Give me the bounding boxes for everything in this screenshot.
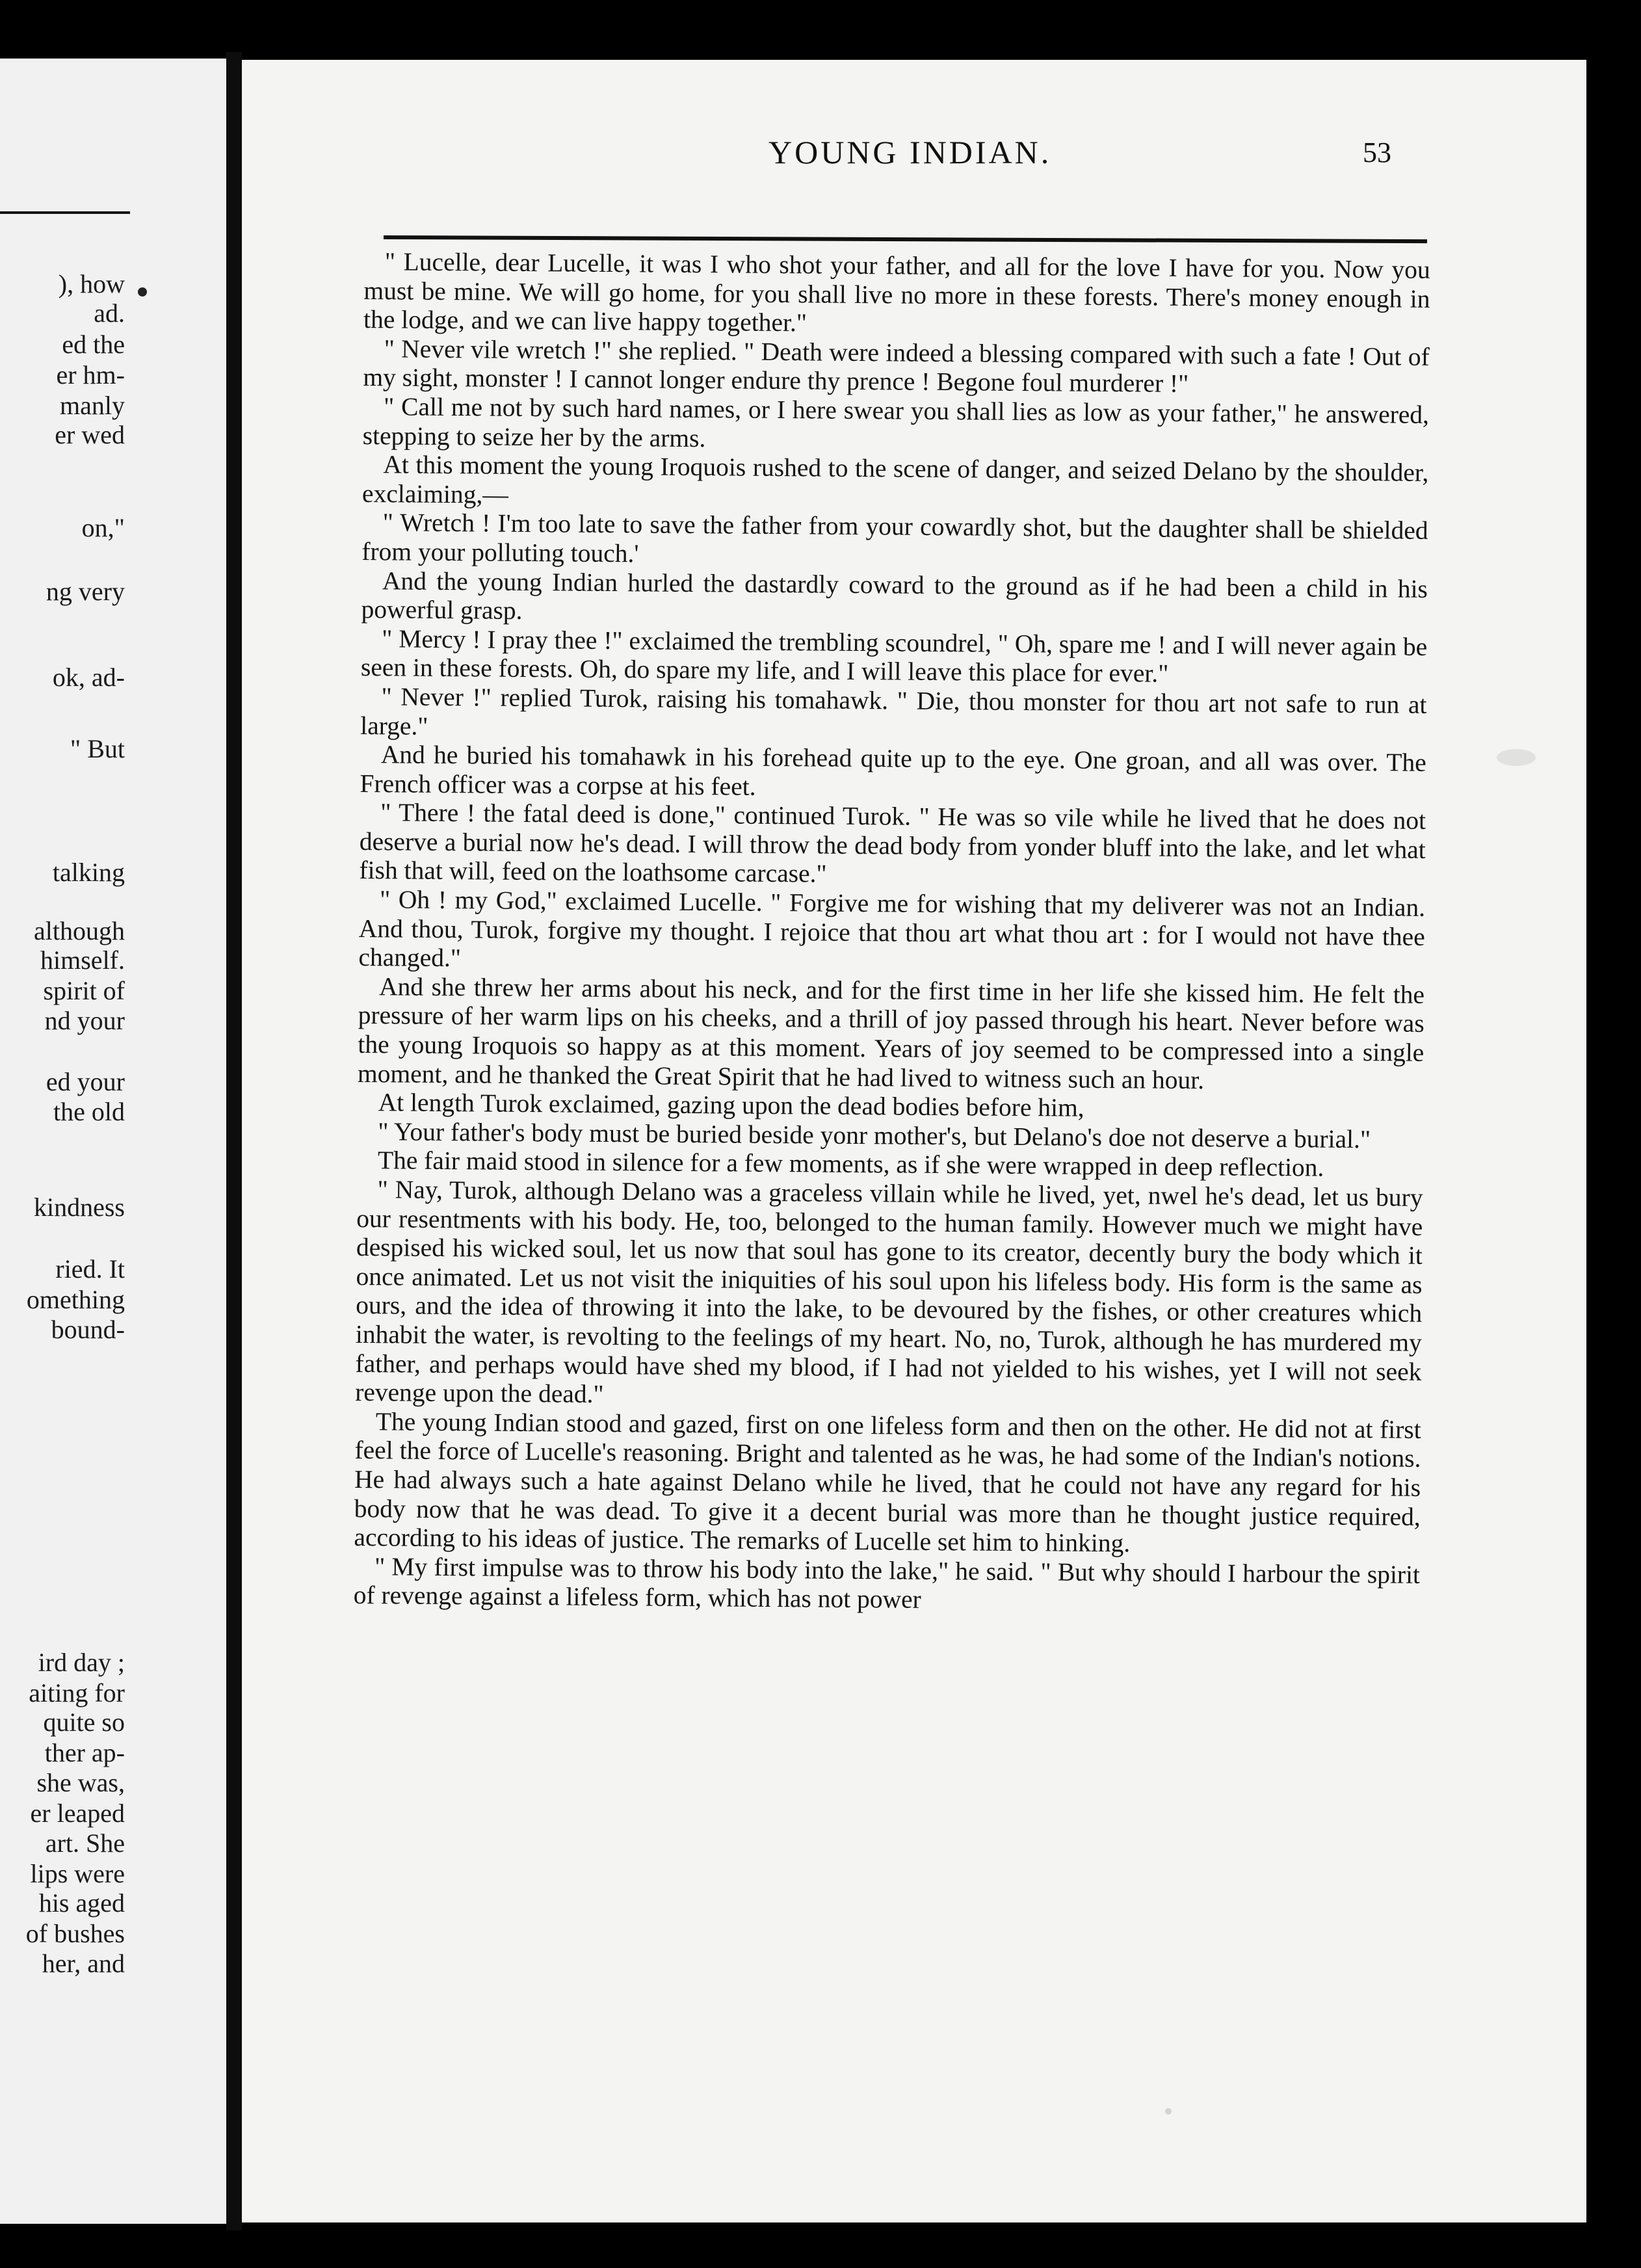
left-page-text-line: she was, xyxy=(36,1768,125,1797)
paragraph: " My first impulse was to throw his body into the lake," he said. " But why should I harbour the spirit of revenge against a lifeless form, which has not power xyxy=(353,1551,1421,1615)
paragraph: " Lucelle, dear Lucelle, it was I who shot your father, and all for the love I have for you. Now you must be mine. We will go home, for you shall live no more in these forests. There's money enough in the lodge, and we can live happy together." xyxy=(363,247,1430,337)
left-page-text-line: er wed xyxy=(55,420,125,449)
left-page-text-line: the old xyxy=(53,1097,125,1126)
body-text xyxy=(350,247,1430,2063)
left-page-text-line: aiting for xyxy=(29,1678,125,1708)
paragraph: And she threw her arms about his neck, and for the first time in her life she kissed him. He felt the pressure of her warm lips on his cheeks, and a thrill of joy passed through his heart. Never before was the young Iroquois so happy as at this moment. Years of joy seemed to be compressed into a single moment, and he thanked the Great Spirit that he had lived to witness such an hour. xyxy=(357,972,1425,1094)
left-page-text-line: ok, ad- xyxy=(52,663,125,692)
left-page-text-line: art. She xyxy=(45,1828,125,1858)
left-page-text-line: of bushes xyxy=(25,1919,125,1948)
page-number: 53 xyxy=(1363,137,1391,168)
left-facing-page xyxy=(0,59,226,2224)
left-page-text-line: himself. xyxy=(40,945,125,975)
paragraph: " Never !" replied Turok, raising his tomahawk. " Die, thou monster for thou art not safe to run at large." xyxy=(360,682,1427,741)
paragraph: " Call me not by such hard names, or I here swear you shall lies as low as your father," he answered, stepping to seize her by the arms. xyxy=(362,392,1430,453)
left-page-text-line: ad. xyxy=(94,298,125,328)
left-page-text-line: ng very xyxy=(46,577,125,606)
paper-speck xyxy=(1497,749,1536,766)
left-page-text-line: er leaped xyxy=(30,1799,125,1828)
left-page-text-line: ird day ; xyxy=(38,1648,125,1677)
left-page-text-column xyxy=(0,59,226,2224)
left-page-text-line: ried. It xyxy=(55,1254,125,1284)
left-page-text-line: ), how xyxy=(58,269,125,298)
paragraph: " Mercy ! I pray thee !" exclaimed the trembling scoundrel, " Oh, spare me ! and I will never again be seen in these forests. Oh, do spare my life, and I will leave this place for ever." xyxy=(360,624,1428,689)
left-page-text-line: lips were xyxy=(30,1859,125,1888)
left-page-text-line: on," xyxy=(81,513,125,542)
left-page-text-line: bound- xyxy=(51,1315,125,1344)
book-gutter xyxy=(226,52,242,2230)
left-page-text-line: quite so xyxy=(43,1708,125,1737)
left-page-text-line: kindness xyxy=(34,1193,125,1222)
left-page-text-line: ed the xyxy=(62,330,125,359)
paragraph: At length Turok exclaimed, gazing upon the dead bodies before him, xyxy=(378,1088,1084,1122)
left-page-text-line: her, and xyxy=(42,1949,125,1978)
paragraph: " Wretch ! I'm too late to save the father from your cowardly shot, but the daughter shall be shielded from your polluting touch.' xyxy=(361,508,1428,568)
paragraph: " Nay, Turok, although Delano was a graceless villain while he lived, yet, nwel he's dead, let us bury our resentments with his body. He, too, belonged to the human family. However much we might have despised his wicked soul, let us now that soul has gone to its creator, decently bury the body which it once animated. Let us not visit the iniquities of his soul upon his lifeless body. His form is the same as ours, and the idea of throwing it into the lake, to be devoured by the fishes, or other creatures which inhabit the water, is revolting to the feelings of my heart. No, no, Turok, although he has murdered my father, and perhaps would have shed my blood, if I had not yielded to his wishes, yet I will not seek revenge upon the dead." xyxy=(354,1175,1423,1409)
left-page-text-line: omething xyxy=(26,1285,125,1314)
paragraph: " There ! the fatal deed is done," continued Turok. " He was so vile while he lived that he does not deserve a burial now he's dead. I will throw the dead body from yonder bluff into the lake, and let what fish that will, feed on the loathsome carcase." xyxy=(359,798,1426,889)
left-page-text-line: spirit of xyxy=(43,976,125,1005)
left-page-text-line: nd your xyxy=(44,1006,125,1035)
left-page-text-line: although xyxy=(34,916,125,945)
paper-speck xyxy=(1165,2108,1172,2115)
paragraph: And the young Indian hurled the dastardly coward to the ground as if he had been a child in his powerful grasp. xyxy=(361,566,1428,626)
running-title: YOUNG INDIAN. xyxy=(768,134,1052,170)
left-page-text-line: manly xyxy=(60,391,125,420)
paragraph: " Never vile wretch !" she replied. " Death were indeed a blessing compared with such a fate ! Out of my sight, monster ! I cannot longer endure thy prence ! Begone foul murderer !" xyxy=(363,334,1430,399)
paragraph: And he buried his tomahawk in his forehead quite up to the eye. One groan, and all was over. The French officer was a corpse at his feet. xyxy=(360,740,1426,801)
paragraph: The young Indian stood and gazed, first on one lifeless form and then on the other. He did not at first feel the force of Lucelle's reasoning. Bright and talented as he was, he had some of the Indian's notions. He had always such a hate against Delano while he lived, that he could not have any regard for his body now that he was dead. To give it a decent burial was more than he thought justice required, according to his ideas of justice. The remarks of Lucelle set him to hinking. xyxy=(354,1406,1421,1558)
paragraph: " Your father's body must be buried beside yonr mother's, but Delano's doe not deserve a burial." xyxy=(378,1117,1371,1154)
page-header xyxy=(368,133,1408,172)
left-page-text-line: his aged xyxy=(38,1888,125,1918)
left-page-text-line: er hm- xyxy=(56,360,125,389)
paragraph: The fair maid stood in silence for a few moments, as if she were wrapped in deep reflection. xyxy=(377,1146,1324,1183)
left-page-text-line: " But xyxy=(70,734,125,763)
paragraph: At this moment the young Iroquois rushed to the scene of danger, and seized Delano by the shoulder, exclaiming,— xyxy=(361,450,1429,509)
left-page-text-line: ther ap- xyxy=(44,1738,125,1767)
left-page-text-line: talking xyxy=(52,858,125,887)
paragraph: " Oh ! my God," exclaimed Lucelle. " Forgive me for wishing that my deliverer was not an Indian. And thou, Turok, forgive my thought. I rejoice that thou art what thou art : for I would not have thee changed." xyxy=(358,885,1426,973)
left-page-text-line: ed your xyxy=(46,1067,125,1096)
